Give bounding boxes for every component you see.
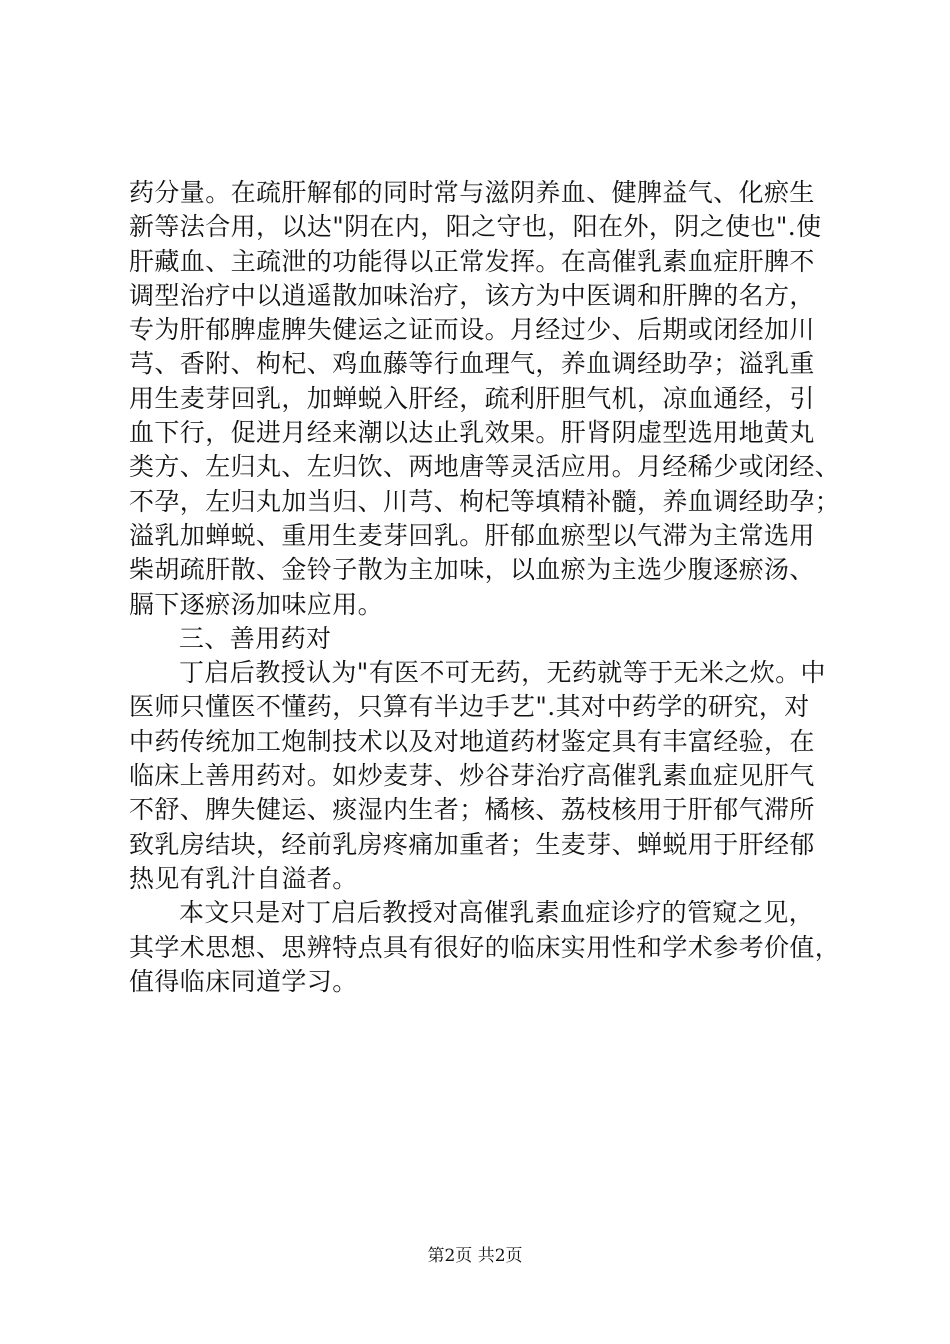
text-line: 药分量。在疏肝解郁的同时常与滋阴养血、健脾益气、化瘀生 <box>129 178 815 207</box>
text-line: 调型治疗中以逍遥散加味治疗，该方为中医调和肝脾的名方， <box>129 280 815 310</box>
text-line: 血下行，促进月经来潮以达止乳效果。肝肾阴虚型选用地黄丸 <box>129 418 815 448</box>
text-line: 专为肝郁脾虚脾失健运之证而设。月经过少、后期或闭经加川 <box>129 315 815 345</box>
text-line: 膈下逐瘀汤加味应用。 <box>129 589 384 619</box>
text-line: 热见有乳汁自溢者。 <box>129 863 358 893</box>
text-line: 肝藏血、主疏泄的功能得以正常发挥。在高催乳素血症肝脾不 <box>129 246 815 276</box>
body-text <box>129 176 841 999</box>
page-footer: 第2页 共2页 <box>427 1246 523 1266</box>
text-line: 溢乳加蝉蜕、重用生麦芽回乳。肝郁血瘀型以气滞为主常选用 <box>129 520 815 550</box>
text-line: 致乳房结块，经前乳房疼痛加重者；生麦芽、蝉蜕用于肝经郁 <box>129 829 815 859</box>
text-line: 临床上善用药对。如炒麦芽、炒谷芽治疗高催乳素血症见肝气 <box>129 761 815 791</box>
text-line: 类方、左归丸、左归饮、两地唐等灵活应用。月经稀少或闭经、 <box>129 452 841 482</box>
text-line: 柴胡疏肝散、金铃子散为主加味，以血瘀为主选少腹逐瘀汤、 <box>129 555 815 585</box>
text-line: 不孕，左归丸加当归、川芎、枸杞等填精补髓，养血调经助孕； <box>129 486 841 516</box>
text-line: 芎、香附、枸杞、鸡血藤等行血理气，养血调经助孕；溢乳重 <box>129 349 815 379</box>
section-heading: 三、善用药对 <box>179 623 332 653</box>
paragraph-first-line: 丁启后教授认为"有医不可无药，无药就等于无米之炊。中 <box>179 658 826 688</box>
text-line: 值得临床同道学习。 <box>129 966 358 996</box>
text-line: 不舒、脾失健运、痰湿内生者；橘核、荔枝核用于肝郁气滞所 <box>129 795 815 825</box>
text-line: 用生麦芽回乳，加蝉蜕入肝经，疏利肝胆气机，凉血通经，引 <box>129 383 815 413</box>
text-line: 中药传统加工炮制技术以及对地道药材鉴定具有丰富经验，在 <box>129 726 815 756</box>
text-line: 其学术思想、思辨特点具有很好的临床实用性和学术参考价值， <box>129 932 841 962</box>
text-line: 医师只懂医不懂药，只算有半边手艺".其对中药学的研究，对 <box>129 692 810 722</box>
paragraph-first-line: 本文只是对丁启后教授对高催乳素血症诊疗的管窥之见， <box>179 898 815 928</box>
text-line: 新等法合用，以达"阴在内，阳之守也，阳在外，阴之使也".使 <box>129 212 822 242</box>
